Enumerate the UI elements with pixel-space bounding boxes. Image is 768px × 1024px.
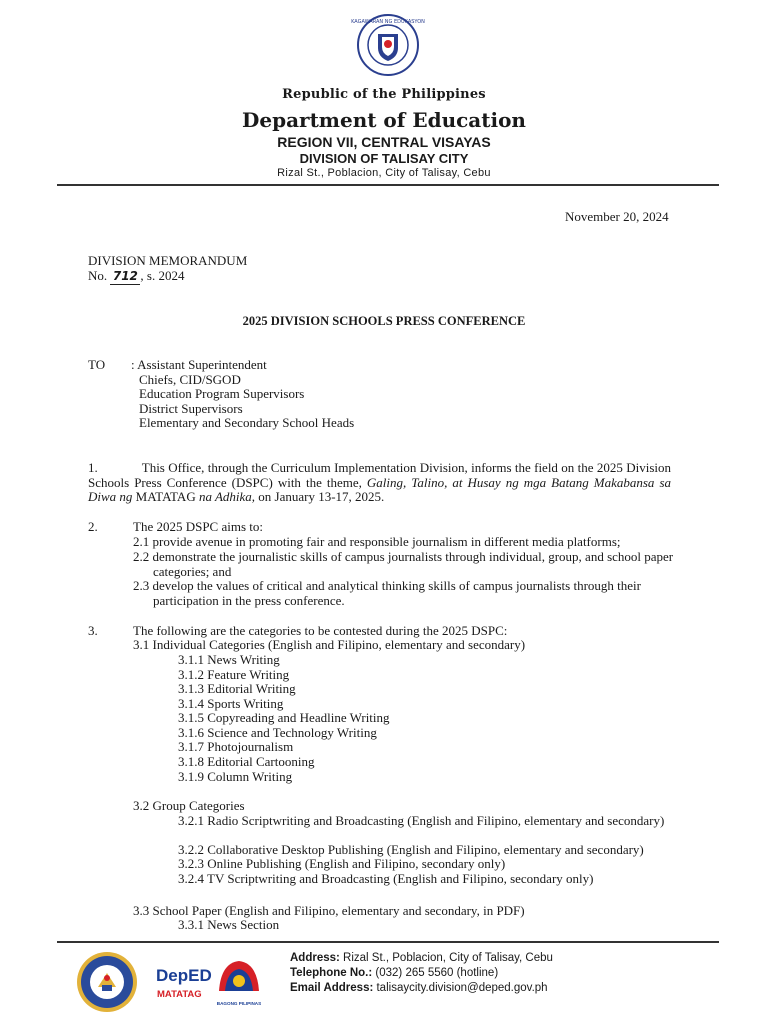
to-recipient: District Supervisors — [139, 401, 243, 416]
to-label: TO — [88, 357, 106, 372]
paragraph-2-number: 2. — [88, 519, 98, 534]
footer-address-value: Rizal St., Poblacion, City of Talisay, Cebu — [339, 952, 553, 964]
aim-item: 2.2 demonstrate the journalistic skills of campus journalists through individual, group, and school paper categories; and — [133, 549, 674, 579]
header-department: Department of Education — [242, 108, 526, 132]
deped-matatag-logo-icon — [154, 961, 210, 1007]
category-item: 3.1.9 Column Writing — [178, 769, 293, 784]
paragraph-1-date: on January 13-17, 2025. — [255, 489, 385, 505]
school-paper-heading: 3.3 School Paper (English and Filipino, elementary and secondary, in PDF) — [133, 903, 525, 918]
paragraph-1-text: This Office, through the Curriculum Implementation Division, informs the field on the 2025 Division Schools Press Conference (DSPC) with the theme, — [88, 460, 671, 490]
category-item: 3.2.4 TV Scriptwriting and Broadcasting (English and Filipino, secondary only) — [178, 871, 594, 886]
division-logo-icon — [76, 951, 138, 1013]
to-recipient: Chiefs, CID/SGOD — [139, 372, 241, 387]
category-item: 3.3.1 News Section — [178, 917, 280, 932]
deped-seal-icon — [351, 14, 425, 76]
paragraph-3-number: 3. — [88, 623, 98, 638]
category-item: 3.2.2 Collaborative Desktop Publishing (English and Filipino, elementary and secondary) — [178, 842, 644, 857]
matatag-logo-text: MATATAG — [157, 989, 202, 1000]
to-recipient: Education Program Supervisors — [139, 386, 305, 401]
footer-phone-label: Telephone No.: — [290, 967, 373, 979]
bagong-pilipinas-logo-icon — [213, 951, 265, 1013]
category-item: 3.1.8 Editorial Cartooning — [178, 754, 315, 769]
individual-categories-heading: 3.1 Individual Categories (English and Filipino, elementary and secondary) — [133, 637, 526, 652]
category-item: 3.1.6 Science and Technology Writing — [178, 725, 377, 740]
category-item: 3.1.3 Editorial Writing — [178, 681, 296, 696]
header-region: REGION VII, CENTRAL VISAYAS — [277, 134, 491, 150]
footer-phone-value: (032) 265 5560 (hotline) — [372, 967, 499, 979]
footer-email-label: Email Address: — [290, 982, 374, 994]
footer-address — [290, 951, 553, 966]
paragraph-3-intro: The following are the categories to be contested during the 2025 DSPC: — [133, 623, 508, 638]
category-item: 3.1.7 Photojournalism — [178, 739, 294, 754]
paragraph-1 — [88, 461, 671, 505]
category-item: 3.1.1 News Writing — [178, 652, 280, 667]
footer-address-label: Address: — [290, 952, 340, 964]
paragraph-2-intro: The 2025 DSPC aims to: — [133, 519, 264, 534]
category-item: 3.2.3 Online Publishing (English and Filipino, secondary only) — [178, 856, 506, 871]
memo-number-value: 712 — [110, 269, 140, 285]
category-item: 3.1.5 Copyreading and Headline Writing — [178, 710, 390, 725]
header-divider — [57, 184, 719, 186]
theme-matatag: MATATAG — [132, 489, 199, 505]
to-recipient: : Assistant Superintendent — [131, 357, 267, 372]
paragraph-1-number: 1. — [88, 460, 98, 475]
category-item: 3.1.2 Feature Writing — [178, 667, 290, 682]
bagong-pilipinas-text: BAGONG PILIPINAS — [216, 1001, 262, 1006]
deped-logo-text: DepED — [156, 966, 212, 985]
footer-email — [290, 981, 548, 996]
theme-text: Galing, Talino, at Husay ng mga Batang Makabansa sa Diwa ng — [88, 474, 672, 505]
category-item: 3.2.1 Radio Scriptwriting and Broadcasting (English and Filipino, elementary and secondary) — [178, 813, 665, 828]
to-recipient: Elementary and Secondary School Heads — [139, 415, 355, 430]
theme-adhika: na Adhika, — [198, 489, 256, 505]
category-item: 3.1.4 Sports Writing — [178, 696, 284, 711]
memo-date: November 20, 2024 — [565, 209, 669, 224]
svg-text:KAGAWARAN NG EDUKASYON: KAGAWARAN NG EDUKASYON — [351, 19, 425, 25]
footer-divider — [57, 941, 719, 943]
footer-phone — [290, 966, 498, 981]
aim-item: 2.1 provide avenue in promoting fair and responsible journalism in different media platforms; — [133, 534, 621, 549]
group-categories-heading: 3.2 Group Categories — [133, 798, 245, 813]
header-republic: Republic of the Philippines — [282, 87, 486, 102]
memo-title: 2025 DIVISION SCHOOLS PRESS CONFERENCE — [242, 314, 526, 328]
header-division: DIVISION OF TALISAY CITY — [299, 151, 469, 166]
header-address: Rizal St., Poblacion, City of Talisay, Cebu — [277, 167, 491, 179]
memo-number-prefix: No. — [88, 268, 108, 283]
footer-email-value: talisaycity.division@deped.gov.ph — [373, 982, 548, 994]
memo-number — [88, 269, 184, 285]
memo-type: DIVISION MEMORANDUM — [88, 253, 248, 268]
memo-series: , s. 2024 — [140, 268, 185, 283]
aim-item: 2.3 develop the values of critical and analytical thinking skills of campus journalists through their participation in the press conference. — [133, 578, 641, 608]
